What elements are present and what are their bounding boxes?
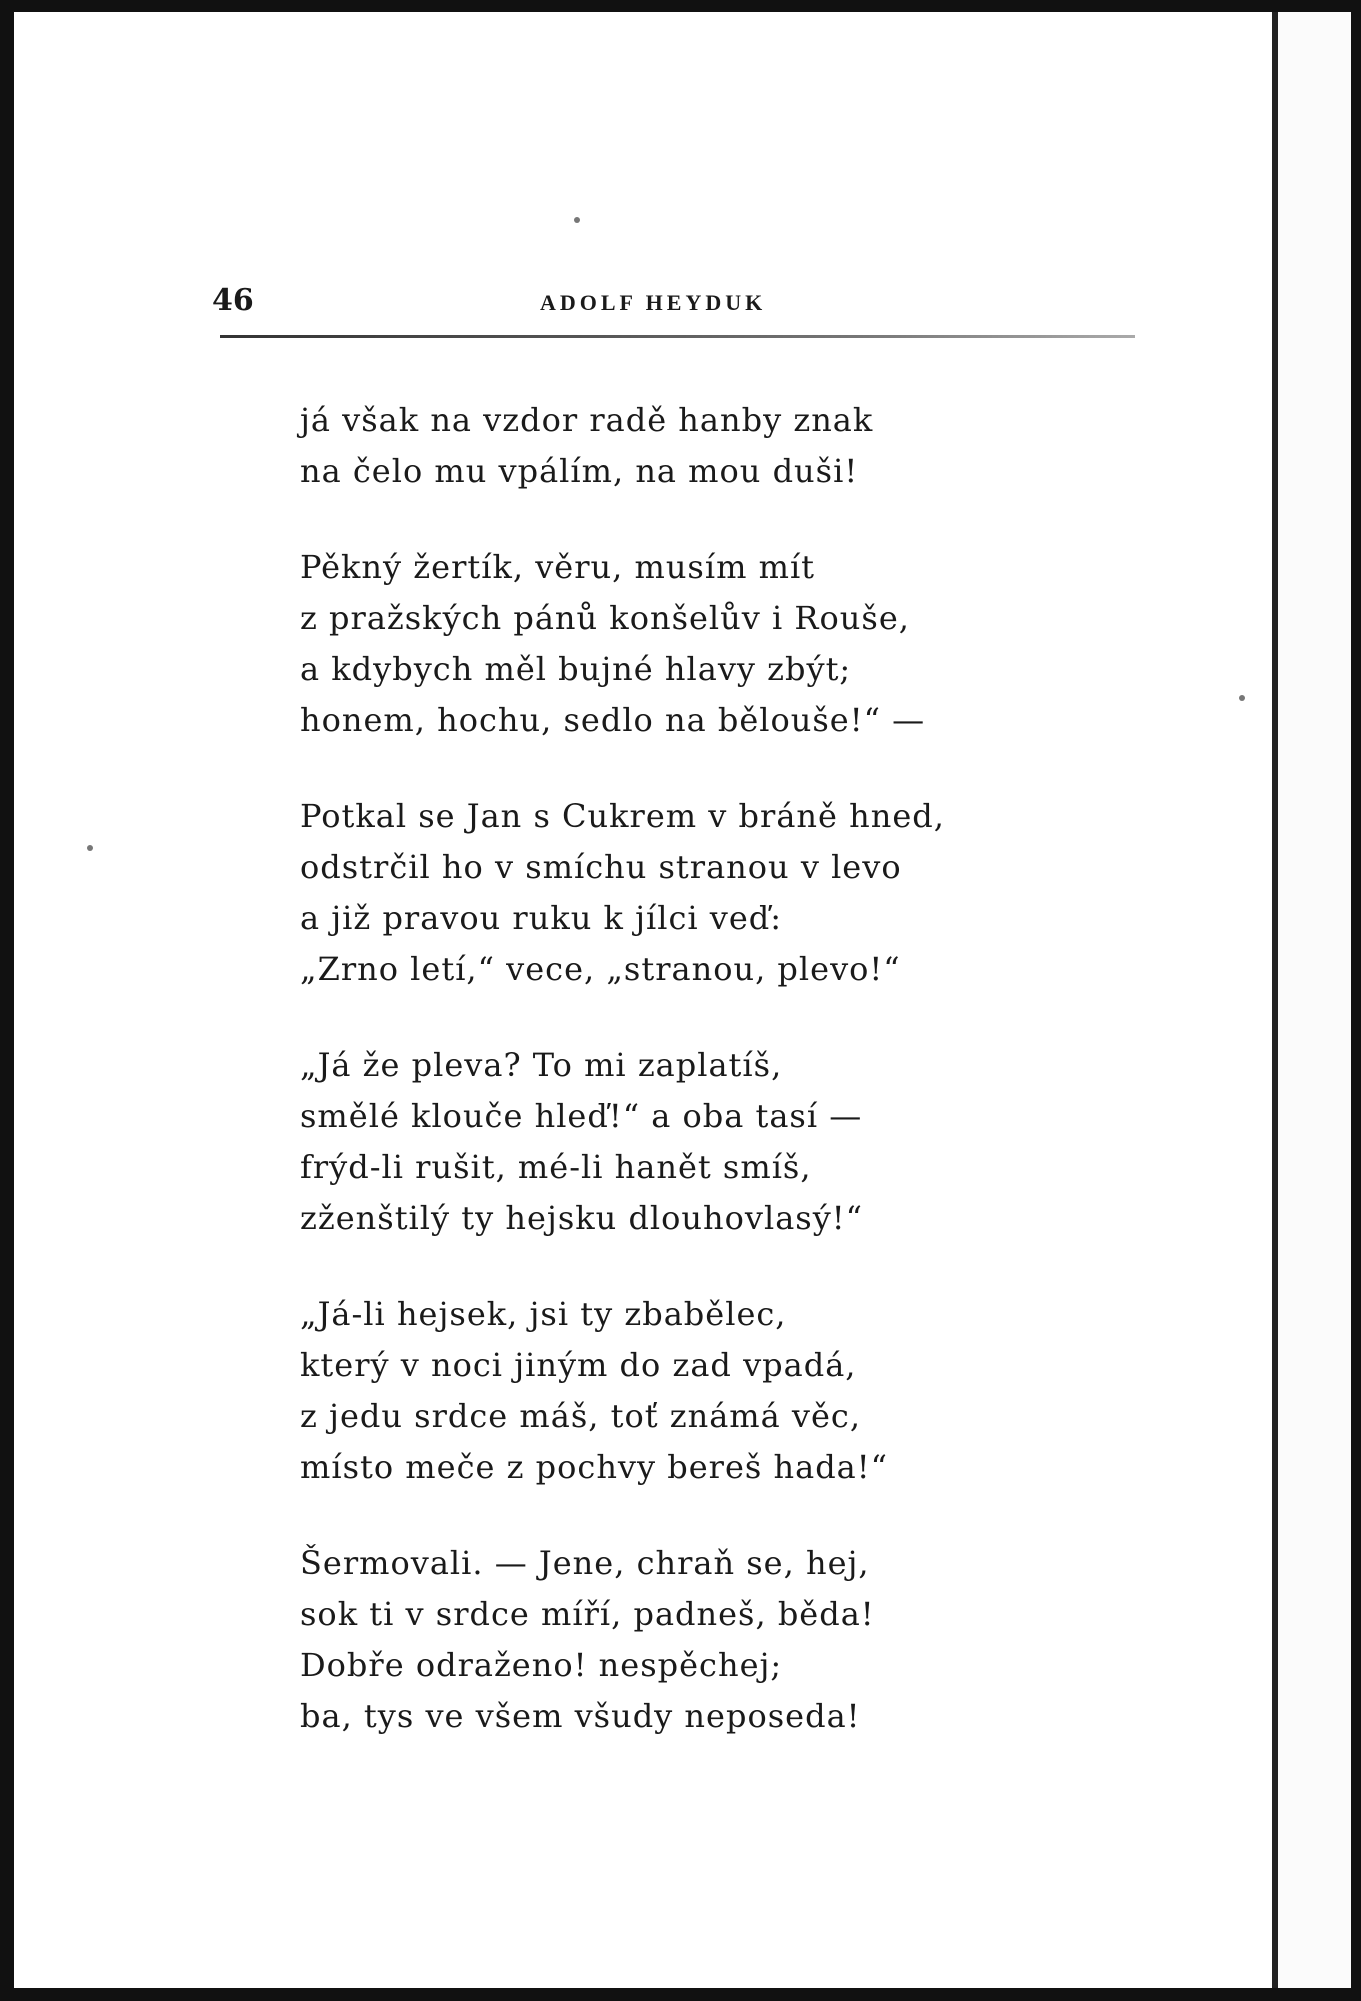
stanza bbox=[300, 542, 1100, 746]
poem-line: „Zrno letí,“ vece, „stranou, plevo!“ bbox=[300, 950, 901, 988]
poem-line: smělé klouče hleď!“ a oba tasí — bbox=[300, 1097, 863, 1135]
dust-speck bbox=[574, 217, 580, 223]
scan-frame-bottom bbox=[0, 1988, 1361, 2001]
poem-line: odstrčil ho v smíchu stranou v levo bbox=[300, 848, 902, 886]
poem-body bbox=[300, 395, 1100, 1787]
poem-line: sok ti v srdce míří, padneš, běda! bbox=[300, 1595, 875, 1633]
poem-line: Šermovali. — Jene, chraň se, hej, bbox=[300, 1544, 870, 1582]
poem-line: frýd-li rušit, mé-li hanět smíš, bbox=[300, 1148, 812, 1186]
poem-line: a již pravou ruku k jílci veď: bbox=[300, 899, 783, 937]
poem-line: honem, hochu, sedlo na bělouše!“ — bbox=[300, 701, 926, 739]
adjacent-page-edge bbox=[1272, 12, 1351, 1988]
poem-line: ba, tys ve všem všudy neposeda! bbox=[300, 1697, 861, 1735]
stanza bbox=[300, 1040, 1100, 1244]
stanza bbox=[300, 395, 1100, 497]
poem-line: a kdybych měl bujné hlavy zbýt; bbox=[300, 650, 852, 688]
poem-line: „Já že pleva? To mi zaplatíš, bbox=[300, 1046, 783, 1084]
scan-frame-left bbox=[0, 0, 14, 2001]
poem-line: místo meče z pochvy bereš hada!“ bbox=[300, 1448, 888, 1486]
running-title: ADOLF HEYDUK bbox=[540, 290, 767, 315]
stanza bbox=[300, 1538, 1100, 1742]
poem-line: zženštilý ty hejsku dlouhovlasý!“ bbox=[300, 1199, 864, 1237]
poem-line: na čelo mu vpálím, na mou duši! bbox=[300, 452, 859, 490]
poem-line: Potkal se Jan s Cukrem v bráně hned, bbox=[300, 797, 945, 835]
poem-line: já však na vzdor radě hanby znak bbox=[300, 401, 874, 439]
poem-line: Pěkný žertík, věru, musím mít bbox=[300, 548, 816, 586]
poem-line: Dobře odraženo! nespěchej; bbox=[300, 1646, 783, 1684]
scan-frame-top bbox=[0, 0, 1361, 12]
stanza bbox=[300, 791, 1100, 995]
poem-line: z jedu srdce máš, toť známá věc, bbox=[300, 1397, 861, 1435]
poem-line: „Já-li hejsek, jsi ty zbabělec, bbox=[300, 1295, 787, 1333]
stanza bbox=[300, 1289, 1100, 1493]
poem-line: který v noci jiným do zad vpadá, bbox=[300, 1346, 857, 1384]
dust-speck bbox=[87, 845, 93, 851]
header-rule bbox=[220, 335, 1135, 338]
dust-speck bbox=[1239, 695, 1245, 701]
poem-line: z pražských pánů konšelův i Rouše, bbox=[300, 599, 910, 637]
page-number: 46 bbox=[212, 283, 254, 318]
